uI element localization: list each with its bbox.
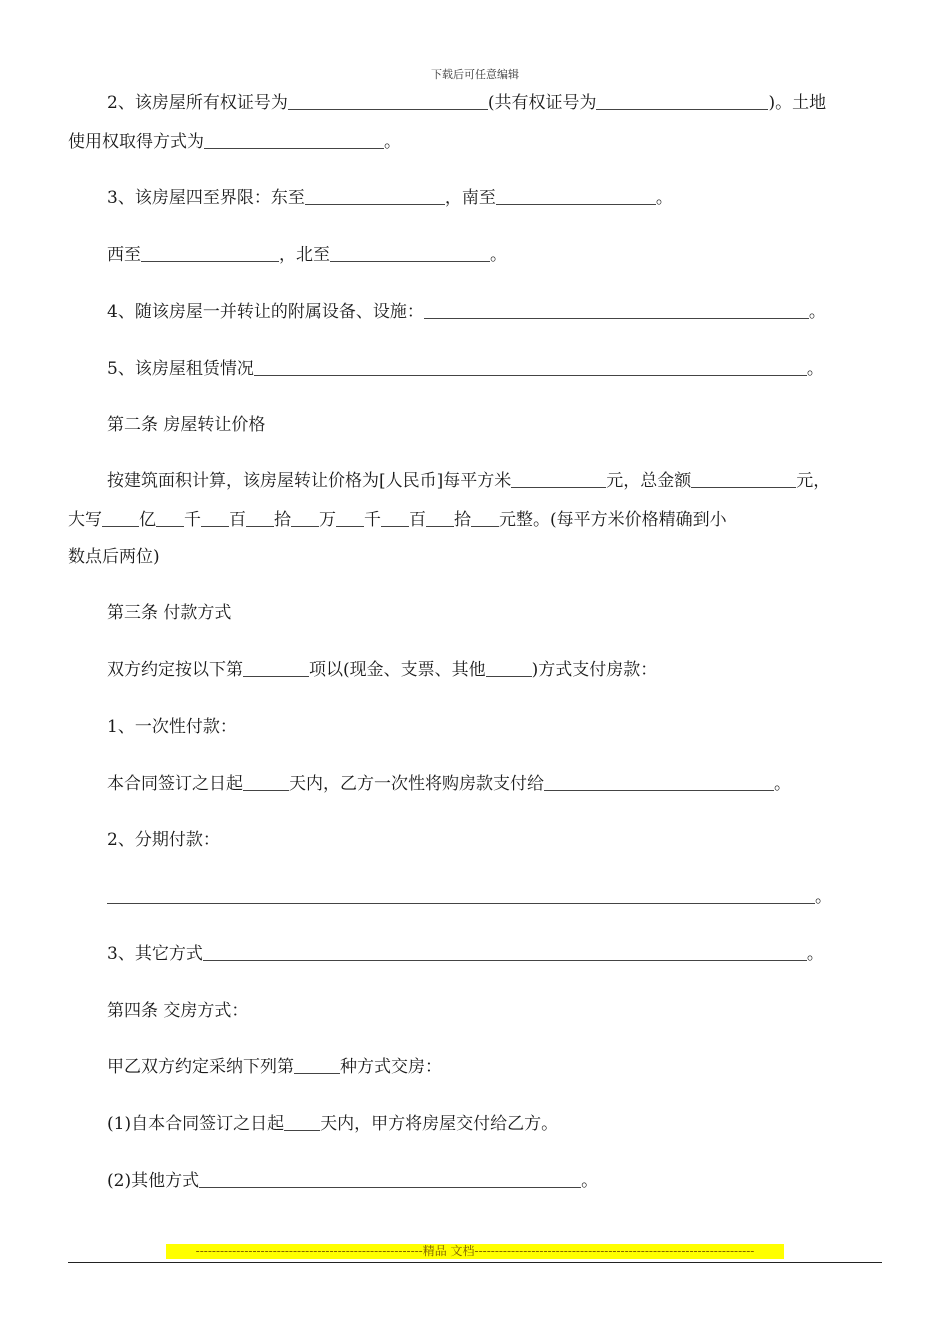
blank-cert-number [288, 92, 488, 110]
blank-east [305, 187, 445, 205]
payment-installment-heading: 2、分期付款： [107, 830, 220, 850]
blank-facilities [424, 301, 809, 319]
blank-payment-other [486, 659, 532, 677]
blank-other-payment [203, 943, 807, 961]
clause-handover-2: (2)其他方式 。 [107, 1171, 599, 1191]
blank-lump-sum-days [243, 773, 289, 791]
blank-total-amount [691, 470, 796, 488]
footer-watermark: --------------------------------------------------------精品 文档--------------------------------------------------------------------- [166, 1244, 784, 1259]
article-2-heading: 第二条 房屋转让价格 [107, 415, 266, 435]
blank-handover-other [199, 1170, 581, 1188]
blank-payment-item [243, 659, 309, 677]
blank-handover-method [294, 1056, 340, 1074]
blank-west [141, 244, 279, 262]
clause-price-note: 数点后两位) [68, 547, 160, 567]
blank-south [496, 187, 656, 205]
article-3-heading: 第三条 付款方式 [107, 603, 232, 623]
clause-other-payment: 3、其它方式 。 [107, 944, 824, 964]
clause-attached-facilities: 4、随该房屋一并转让的附属设备、设施： 。 [107, 302, 826, 322]
clause-boundaries-west-north: 西至 ，北至 。 [107, 245, 507, 265]
clause-price: 按建筑面积计算，该房屋转让价格为[人民币]每平方米 元，总金额 元， [107, 471, 831, 491]
clause-lump-sum: 本合同签订之日起 天内，乙方一次性将购房款支付给 。 [107, 774, 791, 794]
clause-payment-choice: 双方约定按以下第 项以(现金、支票、其他 )方式支付房款： [107, 660, 658, 680]
blank-unit-price [511, 470, 606, 488]
blank-shared-cert-number [596, 92, 768, 110]
clause-boundaries-east-south: 3、该房屋四至界限：东至 ，南至 。 [107, 188, 673, 208]
clause-handover-choice: 甲乙双方约定采纳下列第 种方式交房： [107, 1057, 442, 1077]
blank-land-use-method [204, 131, 384, 149]
payment-lump-sum-heading: 1、一次性付款： [107, 717, 237, 737]
clause-handover-1: (1)自本合同签订之日起 天内，甲方将房屋交付给乙方。 [107, 1114, 559, 1134]
article-4-heading: 第四条 交房方式： [107, 1001, 249, 1021]
blank-installment [107, 886, 815, 904]
clause-ownership-cert: 2、该房屋所有权证号为 (共有权证号为 )。土地 [107, 93, 827, 113]
clause-lease-status: 5、该房屋租赁情况 。 [107, 359, 824, 379]
blank-lease [254, 358, 807, 376]
blank-north [330, 244, 490, 262]
clause-price-uppercase: 大写 亿 千 百 拾 万 千 百 拾 元整。(每平方米价格精确到小 [68, 510, 727, 530]
footer-divider [68, 1262, 882, 1263]
clause-land-use: 使用权取得方式为 。 [68, 132, 401, 152]
clause-installment-detail: 。 [107, 886, 882, 908]
blank-handover-days [284, 1113, 320, 1131]
blank-payee [544, 773, 774, 791]
header-note: 下载后可任意编辑 [431, 68, 519, 81]
